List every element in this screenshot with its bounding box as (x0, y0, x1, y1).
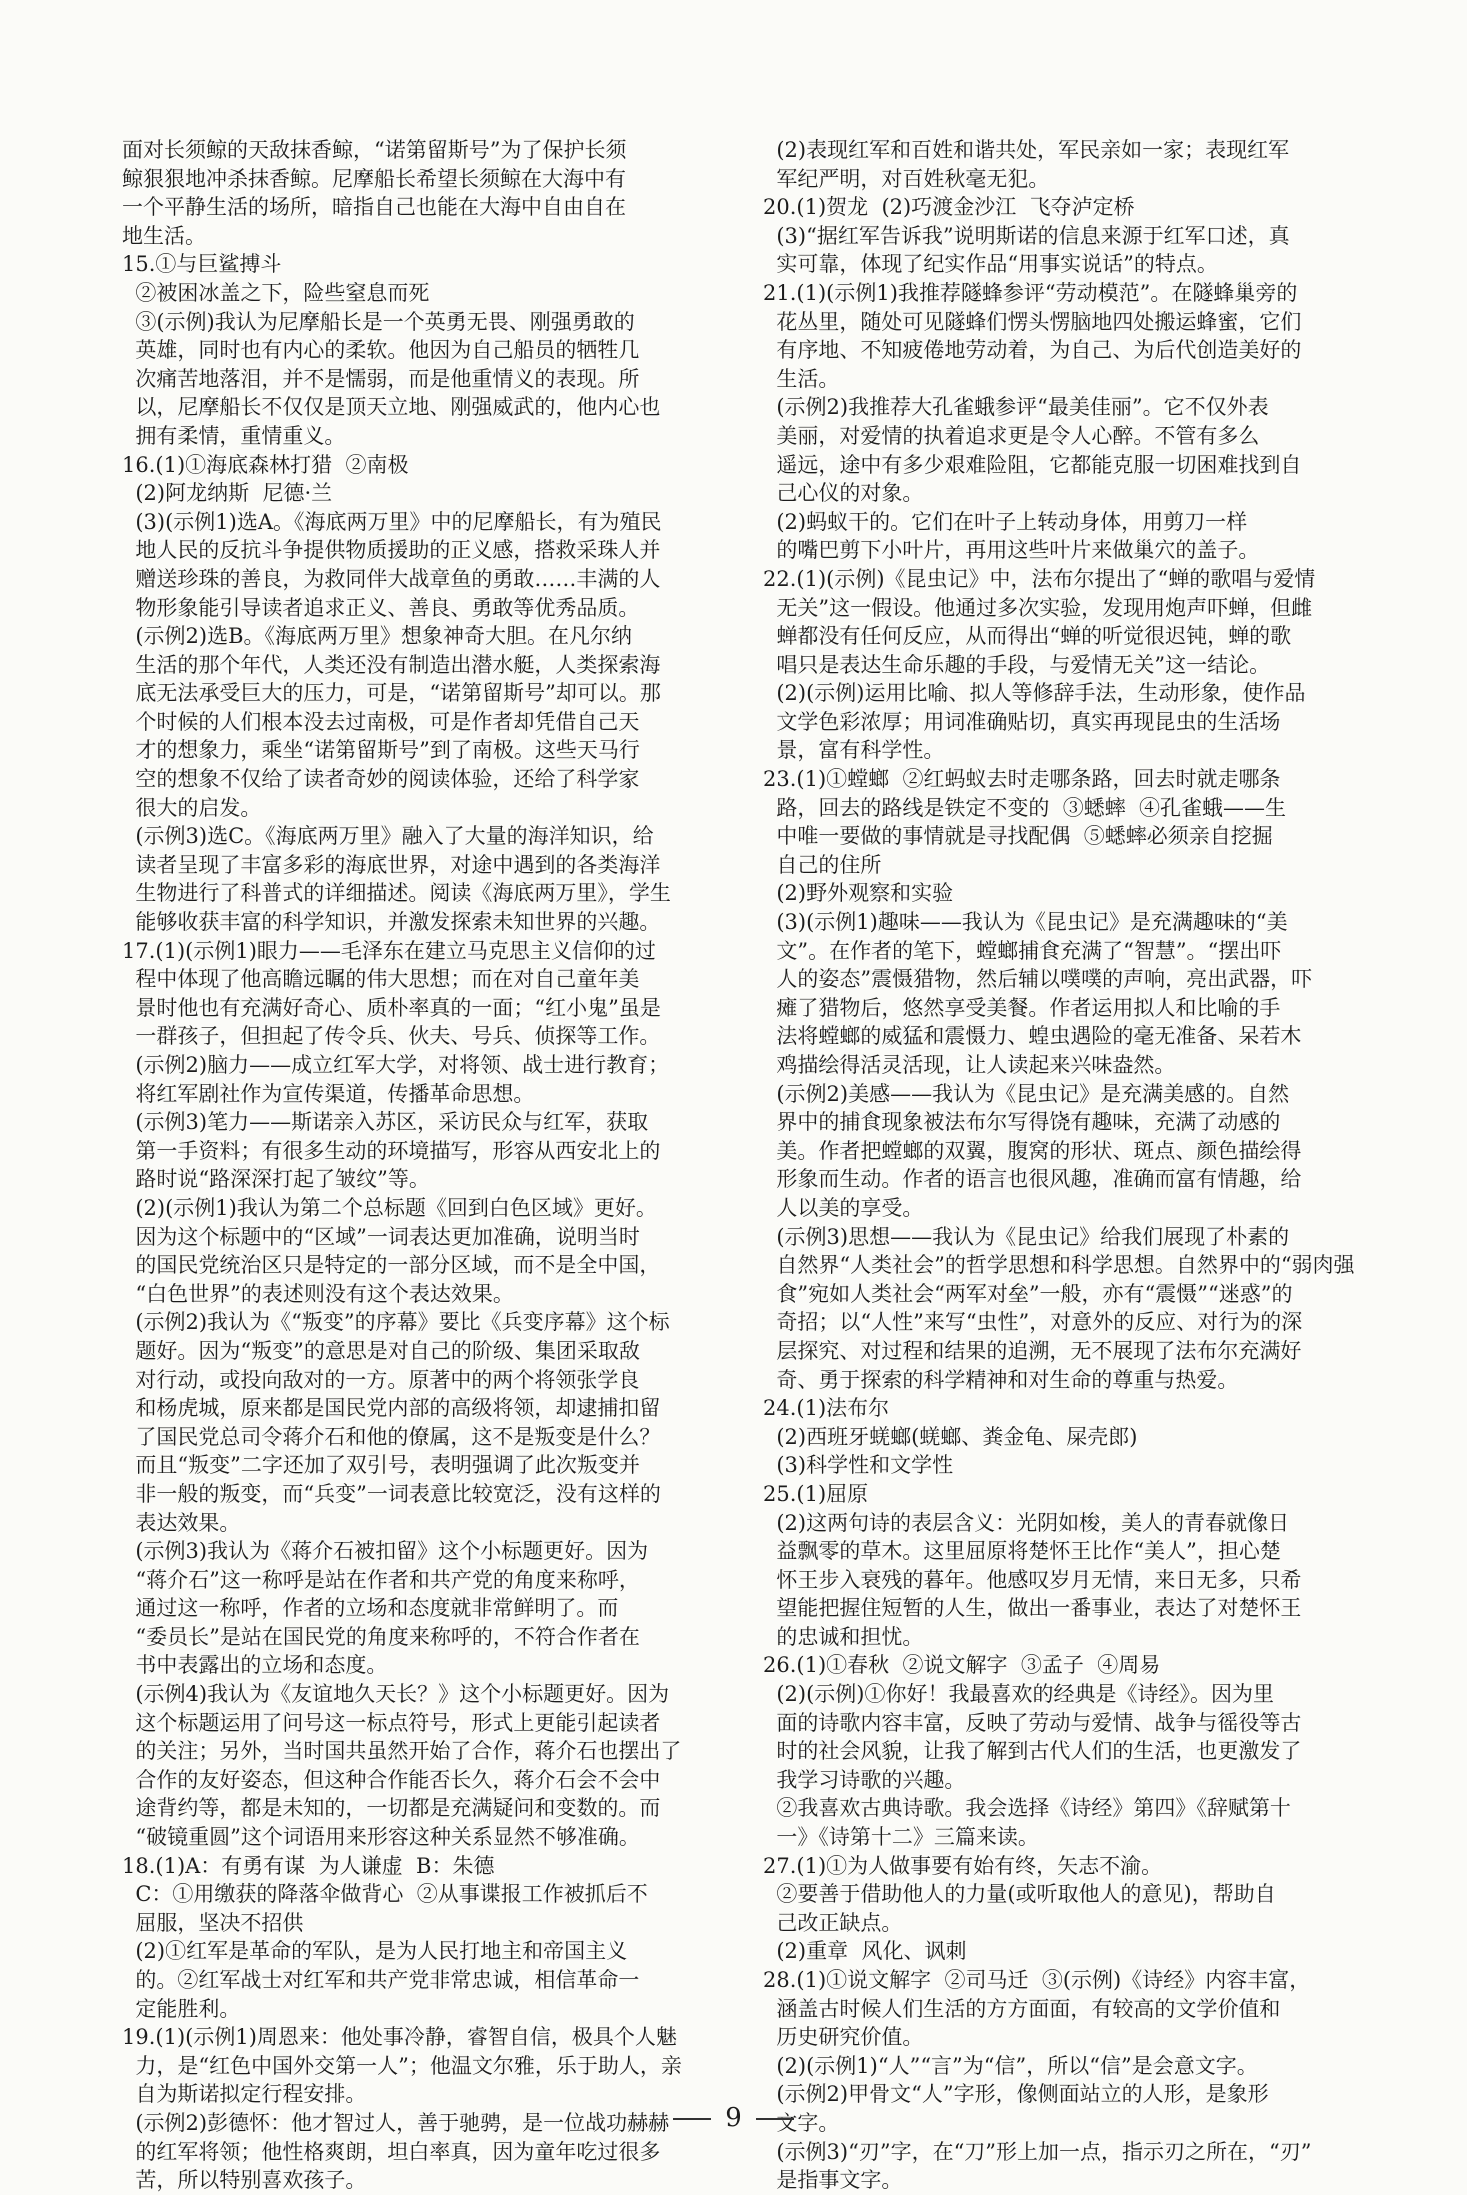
text-line: 赠送珍珠的善良，为救同伴大战章鱼的勇敢……丰满的人 (122, 566, 661, 591)
text-line: 军纪严明，对百姓秋毫无犯。 (763, 166, 1050, 191)
text-line: “破镜重圆”这个词语用来形容这种关系显然不够准确。 (122, 1825, 640, 1850)
text-line: (3)(示例1)选A。《海底两万里》中的尼摩船长，有为殖民 (122, 509, 662, 534)
text-line: 而且“叛变”二字还加了双引号，表明强调了此次叛变并 (122, 1453, 640, 1478)
text-line: 表达效果。 (122, 1510, 241, 1535)
text-line: (2)(示例)运用比喻、拟人等修辞手法，生动形象，使作品 (763, 681, 1306, 706)
text-line: ②被困冰盖之下，险些窒息而死 (122, 280, 430, 305)
text-line: 23.(1)①螳螂 ②红蚂蚁去时走哪条路，回去时就走哪条 (763, 767, 1281, 792)
text-line: 自为斯诺拟定行程安排。 (122, 2082, 367, 2107)
text-line: 定能胜利。 (122, 1996, 241, 2021)
text-line: 20.(1)贺龙 (2)巧渡金沙江 飞夺泸定桥 (763, 195, 1135, 220)
text-line: 的。②红军战士对红军和共产党非常忠诚，相信革命一 (122, 1968, 640, 1992)
text-line: (示例4)我认为《友谊地久天长？》这个小标题更好。因为 (122, 1682, 670, 1707)
text-line: 时的社会风貌，让我了解到古代人们的生活，也更激发了 (763, 1739, 1302, 1764)
text-line: 19.(1)(示例1)周恩来：他处事冷静，睿智自信，极具个人魅 (122, 2025, 677, 2050)
text-line: 的关注；另外，当时国共虽然开始了合作，蒋介石也摆出了 (122, 1739, 682, 1764)
text-line: (2)(示例1)我认为第二个总标题《回到白色区域》更好。 (122, 1195, 657, 1220)
text-line: (2)阿龙纳斯 尼德·兰 (122, 481, 333, 506)
text-line: 实可靠，体现了纪实作品“用事实说话”的特点。 (763, 252, 1218, 277)
text-line: 美。作者把螳螂的双翼，腹窝的形状、斑点、颜色描绘得 (763, 1138, 1302, 1163)
text-line: (3)(示例1)趣味——我认为《昆虫记》是充满趣味的“美 (763, 910, 1288, 935)
text-line: 奇招；以“人性”来写“虫性”，对意外的反应、对行为的深 (763, 1310, 1303, 1335)
text-line: 生物进行了科普式的详细描述。阅读《海底两万里》，学生 (122, 881, 671, 906)
text-line: 英雄，同时也有内心的柔软。他因为自己船员的牺牲几 (122, 338, 640, 363)
text-line: 25.(1)屈原 (763, 1481, 869, 1506)
text-line: (2)重章 风化、讽刺 (763, 1939, 967, 1964)
footer-dash-left (673, 2118, 711, 2120)
text-line: ②要善于借助他人的力量(或听取他人的意见)，帮助自 (763, 1882, 1276, 1907)
text-line: 人的姿态”震慑猎物，然后辅以噗噗的声响，亮出武器，吓 (763, 967, 1313, 992)
text-line: 景，富有科学性。 (763, 738, 945, 763)
text-line: C：①用缴获的降落伞做背心 ②从事谍报工作被抓后不 (122, 1882, 648, 1907)
text-line: (示例3)我认为《蒋介石被扣留》这个小标题更好。因为 (122, 1539, 649, 1564)
text-line: 法将螳螂的威猛和震慑力、蝗虫遇险的毫无准备、呆若木 (763, 1024, 1302, 1049)
text-line: (示例2)甲骨文“人”字形，像侧面站立的人形，是象形 (763, 2082, 1269, 2107)
text-line: 底无法承受巨大的压力，可是，“诺第留斯号”却可以。那 (122, 681, 661, 706)
text-line: 物形象能引导读者追求正义、善良、勇敢等优秀品质。 (122, 595, 640, 620)
text-line: 文”。在作者的笔下，螳螂捕食充满了“智慧”。“摆出吓 (763, 938, 1282, 963)
text-line: 28.(1)①说文解字 ②司马迁 ③(示例)《诗经》内容丰富， (763, 1968, 1311, 1992)
text-line: 的嘴巴剪下小叶片，再用这些叶片来做巢穴的盖子。 (763, 538, 1260, 563)
text-line: 一》《诗第十二》三篇来读。 (763, 1825, 1039, 1850)
text-line: “委员长”是站在国民党的角度来称呼的，不符合作者在 (122, 1624, 640, 1649)
text-line: 望能把握住短暂的人生，做出一番事业，表达了对楚怀王 (763, 1596, 1302, 1621)
text-line: 16.(1)①海底森林打猎 ②南极 (122, 452, 409, 477)
right-column (763, 136, 1378, 2195)
text-line: 非一般的叛变，而“兵变”一词表意比较宽泛，没有这样的 (122, 1481, 661, 1506)
text-line: 个时候的人们根本没去过南极，可是作者却凭借自己天 (122, 709, 640, 734)
text-line: 18.(1)A：有勇有谋 为人谦虚 B：朱德 (122, 1853, 495, 1878)
text-line: 益飘零的草木。这里屈原将楚怀王比作“美人”，担心楚 (763, 1539, 1281, 1564)
text-line: 景时他也有充满好奇心、质朴率真的一面；“红小鬼”虽是 (122, 995, 661, 1020)
text-line: (2)这两句诗的表层含义：光阴如梭，美人的青春就像日 (763, 1510, 1290, 1535)
text-line: 文字。 (763, 2110, 840, 2135)
text-line: 以，尼摩船长不仅仅是顶天立地、刚强威武的，他内心也 (122, 395, 661, 420)
text-line: 己心仪的对象。 (763, 481, 924, 506)
text-line: 次痛苦地落泪，并不是懦弱，而是他重情义的表现。所 (122, 366, 640, 391)
text-line: 合作的友好姿态，但这种合作能否长久，蒋介石会不会中 (122, 1767, 661, 1792)
text-line: 路时说“路深深打起了皱纹”等。 (122, 1167, 430, 1192)
text-line: (2)蚂蚁干的。它们在叶子上转动身体，用剪刀一样 (763, 509, 1248, 534)
page-number: 9 (725, 2103, 742, 2133)
text-line: (2)(示例1)“人”“言”为“信”，所以“信”是会意文字。 (763, 2053, 1258, 2078)
text-line: 很大的启发。 (122, 795, 262, 820)
text-line: 通过这一称呼，作者的立场和态度就非常鲜明了。而 (122, 1596, 619, 1621)
text-line: (示例3)选C。《海底两万里》融入了大量的海洋知识，给 (122, 824, 654, 849)
left-column (122, 136, 737, 2195)
text-line: (示例2)选B。《海底两万里》想象神奇大胆。在凡尔纳 (122, 624, 633, 649)
text-line: 的红军将领；他性格爽朗，坦白率真，因为童年吃过很多 (122, 2139, 661, 2164)
text-line: (2)表现红军和百姓和谐共处，军民亲如一家；表现红军 (763, 138, 1290, 162)
footer-dash-right (756, 2118, 794, 2120)
text-line: 蝉都没有任何反应，从而得出“蝉的听觉很迟钝，蝉的歌 (763, 624, 1292, 649)
text-line: 一群孩子，但担起了传令兵、伙夫、号兵、侦探等工作。 (122, 1024, 661, 1049)
text-line: 面对长须鲸的天敌抹香鲸，“诺第留斯号”为了保护长须 (122, 138, 627, 162)
text-line: 这个标题运用了问号这一标点符号，形式上更能引起读者 (122, 1710, 661, 1735)
text-line: ②我喜欢古典诗歌。我会选择《诗经》第四》《辞赋第十 (763, 1796, 1291, 1821)
text-line: 途背约等，都是未知的，一切都是充满疑问和变数的。而 (122, 1796, 661, 1821)
text-line: (2)(示例)①你好！我最喜欢的经典是《诗经》。因为里 (763, 1682, 1274, 1707)
text-line: 涵盖古时候人们生活的方方面面，有较高的文学价值和 (763, 1996, 1281, 2021)
text-line: 才的想象力，乘坐“诺第留斯号”到了南极。这些天马行 (122, 738, 640, 763)
text-line: 瘫了猎物后，悠然享受美餐。作者运用拟人和比喻的手 (763, 995, 1281, 1020)
text-line: 书中表露出的立场和态度。 (122, 1653, 388, 1678)
text-line: 将红军剧社作为宣传渠道，传播革命思想。 (122, 1081, 535, 1106)
text-line: 22.(1)(示例)《昆虫记》中，法布尔提出了“蝉的歌唱与爱情 (763, 566, 1316, 591)
text-line: (3)“据红军告诉我”说明斯诺的信息来源于红军口述，真 (763, 223, 1290, 248)
text-line: 的国民党统治区只是特定的一部分区域，而不是全中国， (122, 1253, 661, 1278)
text-line: “蒋介石”这一称呼是站在作者和共产党的角度来称呼， (122, 1567, 640, 1592)
text-line: 力，是“红色中国外交第一人”；他温文尔雅，乐于助人，亲 (122, 2053, 682, 2078)
text-line: (3)科学性和文学性 (763, 1453, 954, 1478)
text-line: 是指事文字。 (763, 2168, 903, 2193)
text-line: 因为这个标题中的“区域”一词表达更加准确，说明当时 (122, 1224, 640, 1249)
text-line: 生活的那个年代，人类还没有制造出潜水艇，人类探索海 (122, 652, 661, 677)
text-line: 对行动，或投向敌对的一方。原著中的两个将领张学良 (122, 1367, 640, 1392)
text-line: “白色世界”的表述则没有这个表达效果。 (122, 1281, 514, 1306)
text-line: 的忠诚和担忧。 (763, 1624, 924, 1649)
text-line: 程中体现了他高瞻远瞩的伟大思想；而在对自己童年美 (122, 967, 640, 992)
text-line: 花丛里，随处可见隧蜂们愣头愣脑地四处搬运蜂蜜，它们 (763, 309, 1302, 334)
text-line: 读者呈现了丰富多彩的海底世界，对途中遇到的各类海洋 (122, 852, 661, 877)
text-line: ③(示例)我认为尼摩船长是一个英勇无畏、刚强勇敢的 (122, 309, 635, 334)
text-line: (示例3)“刃”字，在“刀”形上加一点，指示刃之所在，“刃” (763, 2139, 1312, 2164)
text-line: 历史研究价值。 (763, 2025, 924, 2050)
text-line: (2)野外观察和实验 (763, 881, 954, 906)
text-line: 屈服，坚决不招供 (122, 1910, 304, 1935)
text-line: (示例2)我认为《“叛变”的序幕》要比《兵变序幕》这个标 (122, 1310, 670, 1335)
text-line: (示例2)彭德怀：他才智过人，善于驰骋，是一位战功赫赫 (122, 2110, 670, 2135)
text-line: 文学色彩浓厚；用词准确贴切，真实再现昆虫的生活场 (763, 709, 1281, 734)
text-line: 地人民的反抗斗争提供物质援助的正义感，搭救采珠人并 (122, 538, 661, 563)
text-line: (示例3)笔力——斯诺亲入苏区，采访民众与红军，获取 (122, 1110, 649, 1135)
text-line: 己改正缺点。 (763, 1910, 903, 1935)
text-line: 怀王步入衰残的暮年。他感叹岁月无情，来日无多，只希 (763, 1567, 1302, 1592)
text-line: 我学习诗歌的兴趣。 (763, 1767, 966, 1792)
text-line: 26.(1)①春秋 ②说文解字 ③孟子 ④周易 (763, 1653, 1161, 1678)
text-line: 15.①与巨鲨搏斗 (122, 252, 282, 277)
text-line: 空的想象不仅给了读者奇妙的阅读体验，还给了科学家 (122, 767, 640, 792)
text-line: 路，回去的路线是铁定不变的 ③蟋蟀 ④孔雀蛾——生 (763, 795, 1287, 820)
text-line: 和杨虎城，原来都是国民党内部的高级将领，却逮捕扣留 (122, 1396, 661, 1421)
text-line: 能够收获丰富的科学知识，并激发探索未知世界的兴趣。 (122, 910, 661, 935)
text-line: (示例3)思想——我认为《昆虫记》给我们展现了朴素的 (763, 1224, 1290, 1249)
text-line: 界中的捕食现象被法布尔写得饶有趣味，充满了动感的 (763, 1110, 1281, 1135)
text-line: 人以美的享受。 (763, 1195, 924, 1220)
text-line: 自己的住所 (763, 852, 882, 877)
scan-mark (0, 68, 60, 108)
text-line: 拥有柔情，重情重义。 (122, 423, 346, 448)
text-line: 了国民党总司令蒋介石和他的僚属，这不是叛变是什么？ (122, 1424, 661, 1449)
text-line: 唱只是表达生命乐趣的手段，与爱情无关”这一结论。 (763, 652, 1271, 677)
text-line: (示例2)美感——我认为《昆虫记》是充满美感的。自然 (763, 1081, 1290, 1106)
text-line: 苦，所以特别喜欢孩子。 (122, 2168, 367, 2193)
text-line: 自然界“人类社会”的哲学思想和科学思想。自然界中的“弱肉强 (763, 1253, 1355, 1278)
text-line: (2)①红军是革命的军队，是为人民打地主和帝国主义 (122, 1939, 628, 1964)
text-line: 遥远，途中有多少艰难险阻，它都能克服一切困难找到自 (763, 452, 1302, 477)
text-line: 有序地、不知疲倦地劳动着，为自己、为后代创造美好的 (763, 338, 1302, 363)
text-line: 第一手资料；有很多生动的环境描写，形容从西安北上的 (122, 1138, 661, 1163)
text-line: 一个平静生活的场所，暗指自己也能在大海中自由自在 (122, 195, 626, 220)
text-line: 生活。 (763, 366, 840, 391)
text-line: 无关”这一假设。他通过多次实验，发现用炮声吓蝉，但雌 (763, 595, 1313, 620)
text-line: (示例2)脑力——成立红军大学，对将领、战士进行教育； (122, 1053, 670, 1077)
page-footer (0, 2103, 1467, 2133)
text-line: 形象而生动。作者的语言也很风趣，准确而富有情趣，给 (763, 1167, 1302, 1192)
text-line: 题好。因为“叛变”的意思是对自己的阶级、集团采取敌 (122, 1338, 640, 1363)
text-line: (2)西班牙蜣螂(蜣螂、粪金龟、屎壳郎) (763, 1424, 1138, 1449)
text-line: 鸡描绘得活灵活现，让人读起来兴味盎然。 (763, 1053, 1176, 1077)
text-line: 鲸狠狠地冲杀抹香鲸。尼摩船长希望长须鲸在大海中有 (122, 166, 626, 191)
text-line: 中唯一要做的事情就是寻找配偶 ⑤蟋蟀必须亲自挖掘 (763, 824, 1273, 849)
text-line: 地生活。 (122, 223, 206, 248)
text-line: 食”宛如人类社会“两军对垒”一般，亦有“震慑”“迷惑”的 (763, 1281, 1293, 1306)
text-line: (示例2)我推荐大孔雀蛾参评“最美佳丽”。它不仅外表 (763, 395, 1269, 420)
text-line: 层探究、对过程和结果的追溯，无不展现了法布尔充满好 (763, 1338, 1302, 1363)
text-line: 17.(1)(示例1)眼力——毛泽东在建立马克思主义信仰的过 (122, 938, 656, 963)
text-line: 21.(1)(示例1)我推荐隧蜂参评“劳动模范”。在隧蜂巢旁的 (763, 280, 1298, 305)
text-line: 面的诗歌内容丰富，反映了劳动与爱情、战争与徭役等古 (763, 1710, 1302, 1735)
text-line: 24.(1)法布尔 (763, 1396, 890, 1421)
text-line: 美丽，对爱情的执着追求更是令人心醉。不管有多么 (763, 423, 1260, 448)
text-line: 奇、勇于探索的科学精神和对生命的尊重与热爱。 (763, 1367, 1239, 1392)
text-line: 27.(1)①为人做事要有始有终，矢志不渝。 (763, 1853, 1163, 1878)
